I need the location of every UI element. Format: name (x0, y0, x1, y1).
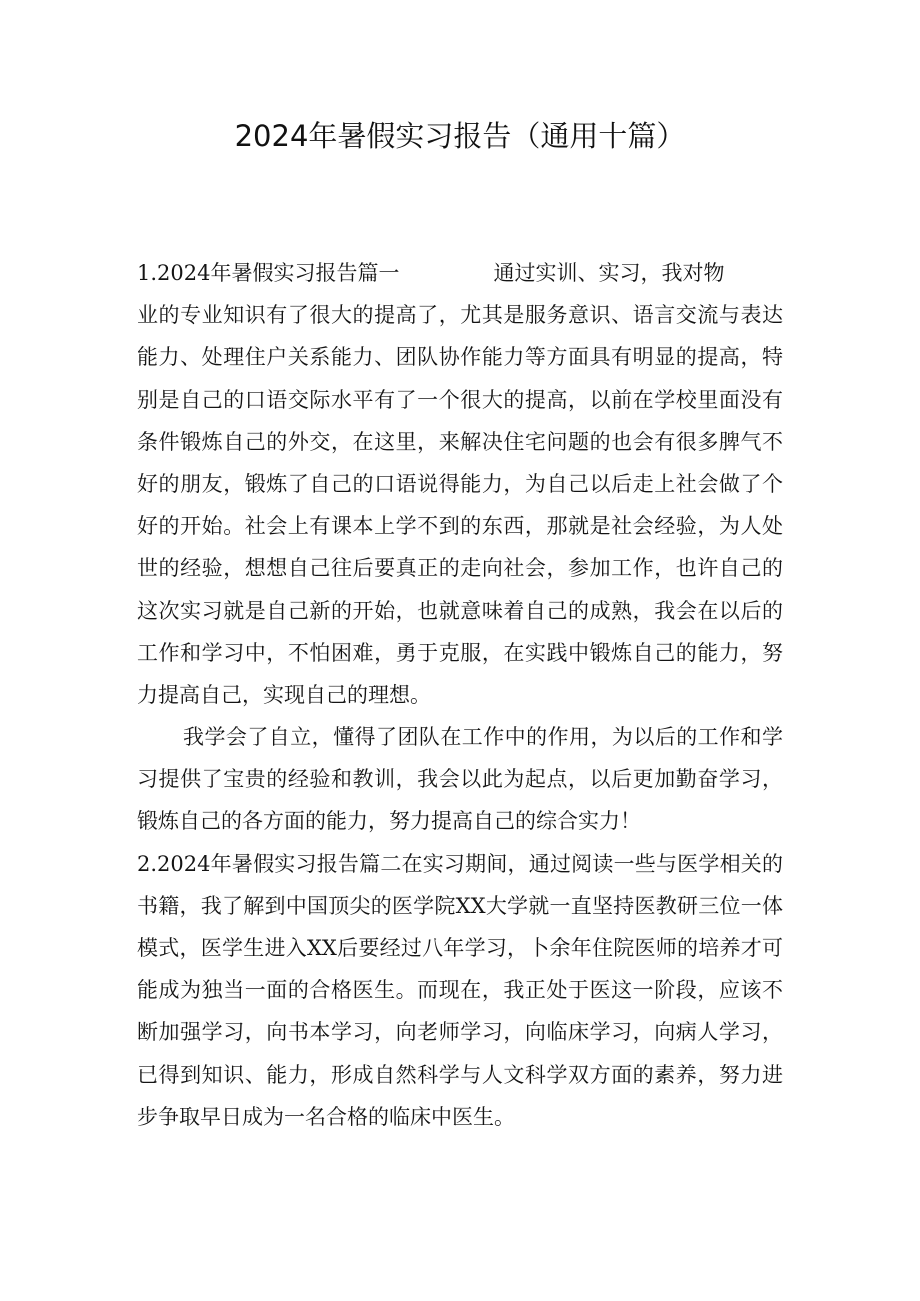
paragraph-line: 习提供了宝贵的经验和教训，我会以此为起点，以后更加勤奋学习， (137, 767, 783, 792)
paragraph-line: 能力、处理住户关系能力、团队协作能力等方面具有明显的提高，特 (137, 345, 783, 370)
paragraph-line: 断加强学习，向书本学习，向老师学习，向临床学习，向病人学习， (137, 1020, 783, 1045)
section-2-first-line: 2.2024年暑假实习报告篇二在实习期间，通过阅读一些与医学相关的 (137, 851, 783, 876)
paragraph-line: 能成为独当一面的合格医生。而现在，我正处于医这一阶段，应该不 (137, 978, 783, 1003)
paragraph-line: 工作和学习中，不怕困难，勇于克服，在实践中锻炼自己的能力，努 (137, 640, 783, 665)
paragraph-line: 书籍，我了解到中国顶尖的医学院XX大学就一直坚持医教研三位一体 (137, 893, 783, 918)
paragraph-line: 力提高自己，实现自己的理想。 (137, 682, 431, 707)
paragraph-line: 模式，医学生进入XX后要经过八年学习，卜余年住院医师的培养才可 (137, 936, 783, 960)
paragraph-line: 世的经验，想想自己往后要真正的走向社会，参加工作，也许自己的 (137, 556, 783, 581)
paragraph-line: 已得到知识、能力，形成自然科学与人文科学双方面的素养，努力进 (137, 1062, 783, 1087)
paragraph-line: 通过实训、实习，我对物 (493, 261, 725, 285)
paragraph-line: 步争取早日成为一名合格的临床中医生。 (137, 1104, 515, 1129)
document-title: 2024年暑假实习报告（通用十篇） (234, 119, 686, 153)
paragraph-line: 条件锻炼自己的外交，在这里，来解决住宅问题的也会有很多脾气不 (137, 429, 783, 454)
paragraph-line: 好的朋友，锻炼了自己的口语说得能力，为自己以后走上社会做了个 (137, 471, 783, 496)
document-body (137, 252, 783, 1138)
paragraph-line: 好的开始。社会上有课本上学不到的东西，那就是社会经验，为人处 (137, 514, 783, 539)
paragraph-line: 这次实习就是自己新的开始，也就意味着自己的成熟，我会在以后的 (137, 598, 783, 623)
paragraph-line: 业的专业知识有了很大的提高了，尤其是服务意识、语言交流与表达 (137, 303, 783, 328)
paragraph-line: 我学会了自立，懂得了团队在工作中的作用，为以后的工作和学 (183, 725, 783, 750)
paragraph-line: 锻炼自己的各方面的能力，努力提高自己的综合实力！ (137, 809, 641, 834)
section-1-first-line (137, 252, 783, 294)
section-1-heading: 1.2024年暑假实习报告篇一 (137, 261, 400, 285)
paragraph-line: 别是自己的口语交际水平有了一个很大的提高，以前在学校里面没有 (137, 387, 783, 412)
